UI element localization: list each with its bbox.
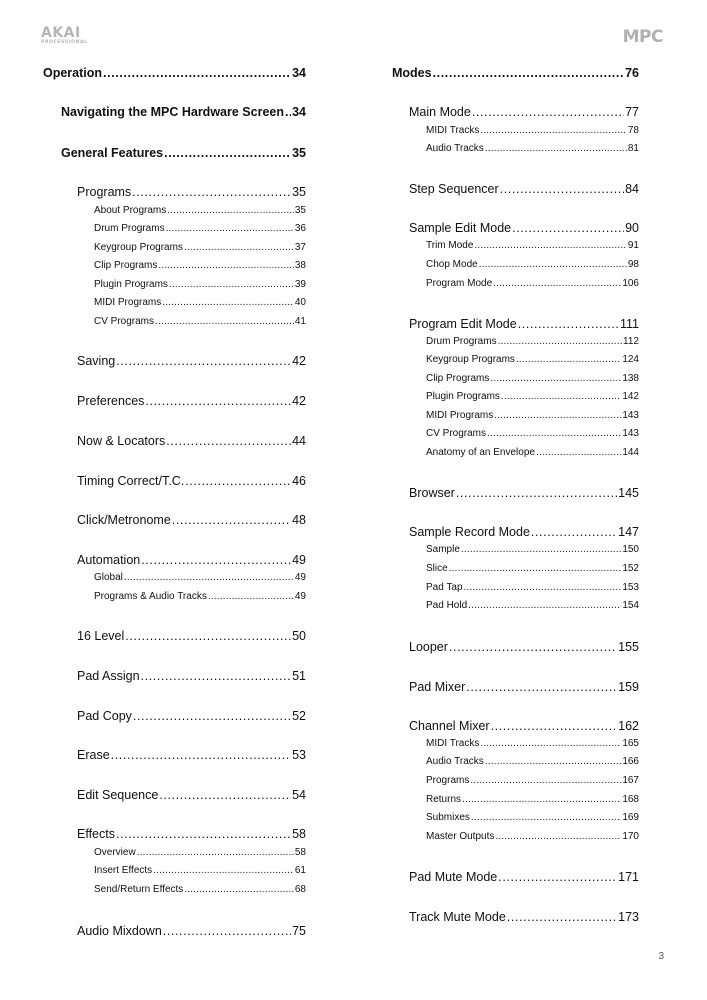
toc-dot-leader [491,719,618,733]
toc-entry-title: Now & Locators [77,434,166,448]
toc-dot-leader [125,629,291,643]
toc-entry[interactable] [426,410,639,421]
toc-dot-leader [498,870,617,884]
toc-entry-title: Drum Programs [426,336,497,347]
toc-entry[interactable] [61,105,306,119]
toc-entry[interactable] [94,847,306,858]
toc-entry-page: 168 [622,794,639,805]
toc-entry-title: Edit Sequence [77,788,159,802]
toc-entry-title: Global [94,572,123,583]
toc-entry[interactable] [426,582,639,593]
toc-entry-page: 61 [294,865,306,876]
toc-entry-page: 138 [622,373,639,384]
toc-entry[interactable] [77,924,306,938]
toc-entry-title: Chop Mode [426,259,478,270]
toc-dot-leader [103,66,291,80]
toc-entry-title: Operation [43,66,103,80]
toc-entry[interactable] [426,125,639,136]
toc-entry-page: 98 [627,259,639,270]
toc-entry[interactable] [94,591,306,602]
toc-entry-page: 44 [292,434,306,448]
toc-entry-page: 124 [622,354,639,365]
toc-entry[interactable] [77,513,306,527]
toc-entry-title: General Features [61,146,164,160]
toc-entry-page: 51 [292,669,306,683]
toc-entry[interactable] [77,434,306,448]
toc-entry-title: Slice [426,563,448,574]
toc-entry[interactable] [426,391,639,402]
toc-entry-title: Looper [409,640,448,654]
toc-entry-page: 49 [294,572,306,583]
brand-sub: PROFESSIONAL [41,40,88,45]
toc-entry-title: Plugin Programs [94,279,168,290]
toc-entry-page: 34 [292,66,306,80]
toc-entry[interactable] [94,865,306,876]
toc-entry-title: Send/Return Effects [94,884,184,895]
toc-entry-title: Submixes [426,812,470,823]
toc-entry[interactable] [426,831,639,842]
toc-dot-leader [480,738,621,749]
toc-entry-title: Keygroup Programs [426,354,515,365]
toc-entry-page: 37 [294,242,306,253]
toc-entry[interactable] [426,354,639,365]
toc-entry[interactable] [426,794,639,805]
toc-entry-title: Main Mode [409,105,471,119]
toc-entry-title: Clip Programs [94,260,158,271]
toc-entry-title: Program Mode [426,278,493,289]
toc-entry[interactable] [426,756,639,767]
toc-dot-leader [141,669,292,683]
toc-dot-leader [153,865,294,876]
toc-entry-page: 40 [294,297,306,308]
toc-dot-leader [468,600,621,611]
toc-entry-title: Trim Mode [426,240,474,251]
toc-entry-title: Audio Tracks [426,143,484,154]
toc-dot-leader [485,756,622,767]
toc-entry-title: Navigating the MPC Hardware Screen [61,105,284,119]
toc-entry-title: Program Edit Mode [409,317,517,331]
toc-entry[interactable] [409,719,639,733]
toc-entry[interactable] [426,278,639,289]
toc-dot-leader [470,775,621,786]
toc-entry-title: Pad Mute Mode [409,870,498,884]
toc-dot-leader [116,354,291,368]
toc-entry-page: 53 [292,748,306,762]
toc-entry[interactable] [94,572,306,583]
toc-dot-leader [159,788,291,802]
toc-entry[interactable] [409,870,639,884]
toc-entry-page: 162 [618,719,639,733]
toc-entry-title: Step Sequencer [409,182,499,196]
toc-dot-leader [512,221,624,235]
toc-entry-page: 35 [292,185,306,199]
toc-dot-leader [471,812,621,823]
toc-entry[interactable] [409,486,639,500]
toc-entry-title: Effects [77,827,115,841]
toc-entry[interactable] [409,221,639,235]
toc-entry[interactable] [426,259,639,270]
toc-entry-page: 58 [292,827,306,841]
toc-entry-page: 159 [618,680,639,694]
toc-entry[interactable] [94,242,306,253]
toc-dot-leader [531,525,617,539]
toc-entry-page: 46 [292,474,306,488]
toc-entry[interactable] [426,775,639,786]
toc-dot-leader [285,105,291,119]
toc-entry-page: 173 [618,910,639,924]
toc-entry-page: 154 [622,600,639,611]
toc-entry-page: 111 [619,317,639,331]
toc-dot-leader [116,827,291,841]
toc-dot-leader [518,317,619,331]
toc-entry-title: MIDI Programs [94,297,162,308]
toc-entry-page: 91 [627,240,639,251]
toc-entry-title: Plugin Programs [426,391,500,402]
toc-entry-title: Pad Mixer [409,680,466,694]
toc-entry-page: 54 [292,788,306,802]
toc-entry-page: 68 [294,884,306,895]
toc-entry-title: Clip Programs [426,373,490,384]
toc-entry[interactable] [409,680,639,694]
toc-dot-leader [162,297,294,308]
toc-entry[interactable] [94,260,306,271]
toc-entry-title: Sample Edit Mode [409,221,512,235]
toc-dot-leader [133,709,291,723]
toc-entry-page: 39 [294,279,306,290]
toc-dot-leader [501,391,621,402]
toc-entry[interactable] [426,336,639,347]
toc-entry-page: 78 [627,125,639,136]
toc-dot-leader [137,847,294,858]
toc-entry-title: MIDI Tracks [426,125,480,136]
toc-entry-title: About Programs [94,205,167,216]
toc-entry-title: 16 Level [77,629,125,643]
toc-entry-title: CV Programs [426,428,487,439]
toc-entry-page: 42 [292,394,306,408]
toc-entry[interactable] [61,146,306,160]
toc-entry-title: Overview [94,847,136,858]
toc-entry[interactable] [426,544,639,555]
toc-dot-leader [449,640,617,654]
toc-entry-title: Pad Assign [77,669,140,683]
toc-dot-leader [166,223,294,234]
toc-entry[interactable] [409,910,639,924]
toc-entry-page: 170 [622,831,639,842]
toc-entry[interactable] [426,143,639,154]
toc-entry-page: 166 [622,756,639,767]
toc-entry-title: MIDI Programs [426,410,494,421]
toc-entry-page: 49 [294,591,306,602]
toc-entry-title: Anatomy of an Envelope [426,447,535,458]
toc-entry[interactable] [426,563,639,574]
akai-logo [41,26,91,46]
toc-entry-title: Master Outputs [426,831,495,842]
toc-entry-page: 48 [292,513,306,527]
toc-dot-leader [169,279,294,290]
toc-entry-page: 90 [625,221,639,235]
toc-dot-leader [184,242,294,253]
toc-entry-page: 150 [622,544,639,555]
toc-entry-page: 36 [294,223,306,234]
toc-dot-leader [494,410,621,421]
page-number: 3 [658,951,664,962]
toc-dot-leader [145,394,291,408]
toc-dot-leader [141,553,291,567]
toc-entry-page: 76 [625,66,639,80]
toc-dot-leader [479,259,627,270]
toc-entry-page: 143 [622,410,639,421]
toc-entry-title: Returns [426,794,462,805]
toc-dot-leader [516,354,621,365]
toc-entry-title: MIDI Tracks [426,738,480,749]
toc-entry-page: 171 [618,870,639,884]
toc-entry[interactable] [392,66,639,80]
toc-dot-leader [184,884,294,895]
toc-entry[interactable] [77,394,306,408]
toc-entry-title: Programs & Audio Tracks [94,591,207,602]
toc-entry-page: 50 [292,629,306,643]
toc-entry[interactable] [409,525,639,539]
toc-dot-leader [490,373,621,384]
toc-entry-title: Drum Programs [94,223,165,234]
toc-dot-leader [166,434,291,448]
toc-entry[interactable] [409,105,639,119]
toc-entry-page: 167 [622,775,639,786]
toc-entry-title: Pad Tap [426,582,463,593]
toc-entry[interactable] [426,373,639,384]
toc-dot-leader [487,428,621,439]
toc-dot-leader [449,563,622,574]
toc-entry[interactable] [94,316,306,327]
toc-entry[interactable] [426,738,639,749]
toc-dot-leader [461,544,621,555]
toc-entry-page: 112 [623,336,639,347]
toc-dot-leader [507,910,617,924]
toc-entry-page: 49 [292,553,306,567]
toc-entry-title: Pad Hold [426,600,468,611]
toc-entry[interactable] [426,447,639,458]
toc-entry[interactable] [409,640,639,654]
toc-entry-title: Keygroup Programs [94,242,183,253]
toc-entry-page: 152 [622,563,639,574]
toc-entry-page: 52 [292,709,306,723]
toc-entry-title: Erase [77,748,110,762]
toc-entry-page: 34 [292,105,306,119]
toc-entry-title: Sample Record Mode [409,525,530,539]
toc-entry-page: 142 [622,391,639,402]
toc-entry-title: CV Programs [94,316,155,327]
toc-dot-leader [167,205,294,216]
toc-entry-title: Automation [77,553,141,567]
toc-entry-title: Audio Tracks [426,756,484,767]
toc-entry[interactable] [94,884,306,895]
toc-entry-page: 143 [622,428,639,439]
toc-dot-leader [464,582,622,593]
toc-entry-page: 41 [294,316,306,327]
toc-dot-leader [485,143,627,154]
toc-entry-page: 58 [294,847,306,858]
toc-dot-leader [462,794,621,805]
toc-entry[interactable] [77,748,306,762]
toc-entry-title: Click/Metronome [77,513,171,527]
toc-entry-title: Pad Copy [77,709,132,723]
toc-entry-page: 145 [618,486,639,500]
toc-dot-leader [163,924,291,938]
toc-entry-title: Track Mute Mode [409,910,506,924]
toc-dot-leader [480,125,627,136]
toc-entry[interactable] [94,205,306,216]
brand-main: AKAI [41,25,81,41]
toc-entry-page: 84 [625,182,639,196]
toc-entry-page: 169 [622,812,639,823]
toc-entry-title: Sample [426,544,460,555]
toc-entry[interactable] [94,297,306,308]
toc-entry-page: 42 [292,354,306,368]
toc-entry-title: Modes [392,66,432,80]
toc-entry-page: 75 [292,924,306,938]
toc-dot-leader [155,316,294,327]
toc-dot-leader [164,146,291,160]
toc-dot-leader [498,336,622,347]
toc-entry[interactable] [77,474,306,488]
toc-dot-leader [495,831,621,842]
toc-entry-page: 81 [627,143,639,154]
toc-dot-leader [466,680,617,694]
toc-entry[interactable] [426,812,639,823]
toc-entry-page: 144 [622,447,639,458]
toc-entry-title: Channel Mixer [409,719,490,733]
toc-dot-leader [474,240,626,251]
toc-dot-leader [433,66,625,80]
toc-dot-leader [185,474,291,488]
toc-entry[interactable] [77,553,306,567]
toc-entry-page: 165 [622,738,639,749]
toc-dot-leader [111,748,291,762]
toc-entry[interactable] [77,185,306,199]
toc-entry[interactable] [409,317,639,331]
toc-entry-title: Programs [77,185,132,199]
toc-entry-title: Browser [409,486,455,500]
toc-entry-title: Insert Effects [94,865,153,876]
toc-dot-leader [500,182,624,196]
toc-entry-title: Saving [77,354,116,368]
toc-dot-leader [536,447,621,458]
toc-dot-leader [124,572,294,583]
toc-dot-leader [456,486,617,500]
toc-entry[interactable] [409,182,639,196]
toc-dot-leader [172,513,291,527]
toc-entry-title: Timing Correct/T.C. [77,474,185,488]
toc-entry[interactable] [426,240,639,251]
toc-entry[interactable] [426,600,639,611]
toc-entry-page: 77 [625,105,639,119]
toc-entry[interactable] [94,279,306,290]
toc-entry[interactable] [77,669,306,683]
toc-entry-page: 153 [622,582,639,593]
toc-dot-leader [493,278,621,289]
toc-entry[interactable] [77,709,306,723]
mpc-logo: MPC [622,27,663,47]
toc-entry[interactable] [77,788,306,802]
toc-entry-page: 38 [294,260,306,271]
toc-entry[interactable] [426,428,639,439]
toc-entry-page: 155 [618,640,639,654]
toc-entry[interactable] [77,354,306,368]
toc-entry[interactable] [77,827,306,841]
toc-entry[interactable] [43,66,306,80]
toc-entry-title: Programs [426,775,470,786]
toc-entry-page: 35 [292,146,306,160]
toc-dot-leader [208,591,294,602]
toc-entry[interactable] [94,223,306,234]
toc-entry-title: Preferences [77,394,145,408]
toc-dot-leader [472,105,624,119]
toc-entry-title: Audio Mixdown [77,924,162,938]
toc-entry-page: 35 [294,205,306,216]
toc-entry[interactable] [77,629,306,643]
toc-dot-leader [132,185,291,199]
toc-entry-page: 147 [618,525,639,539]
toc-dot-leader [158,260,294,271]
toc-entry-page: 106 [622,278,639,289]
